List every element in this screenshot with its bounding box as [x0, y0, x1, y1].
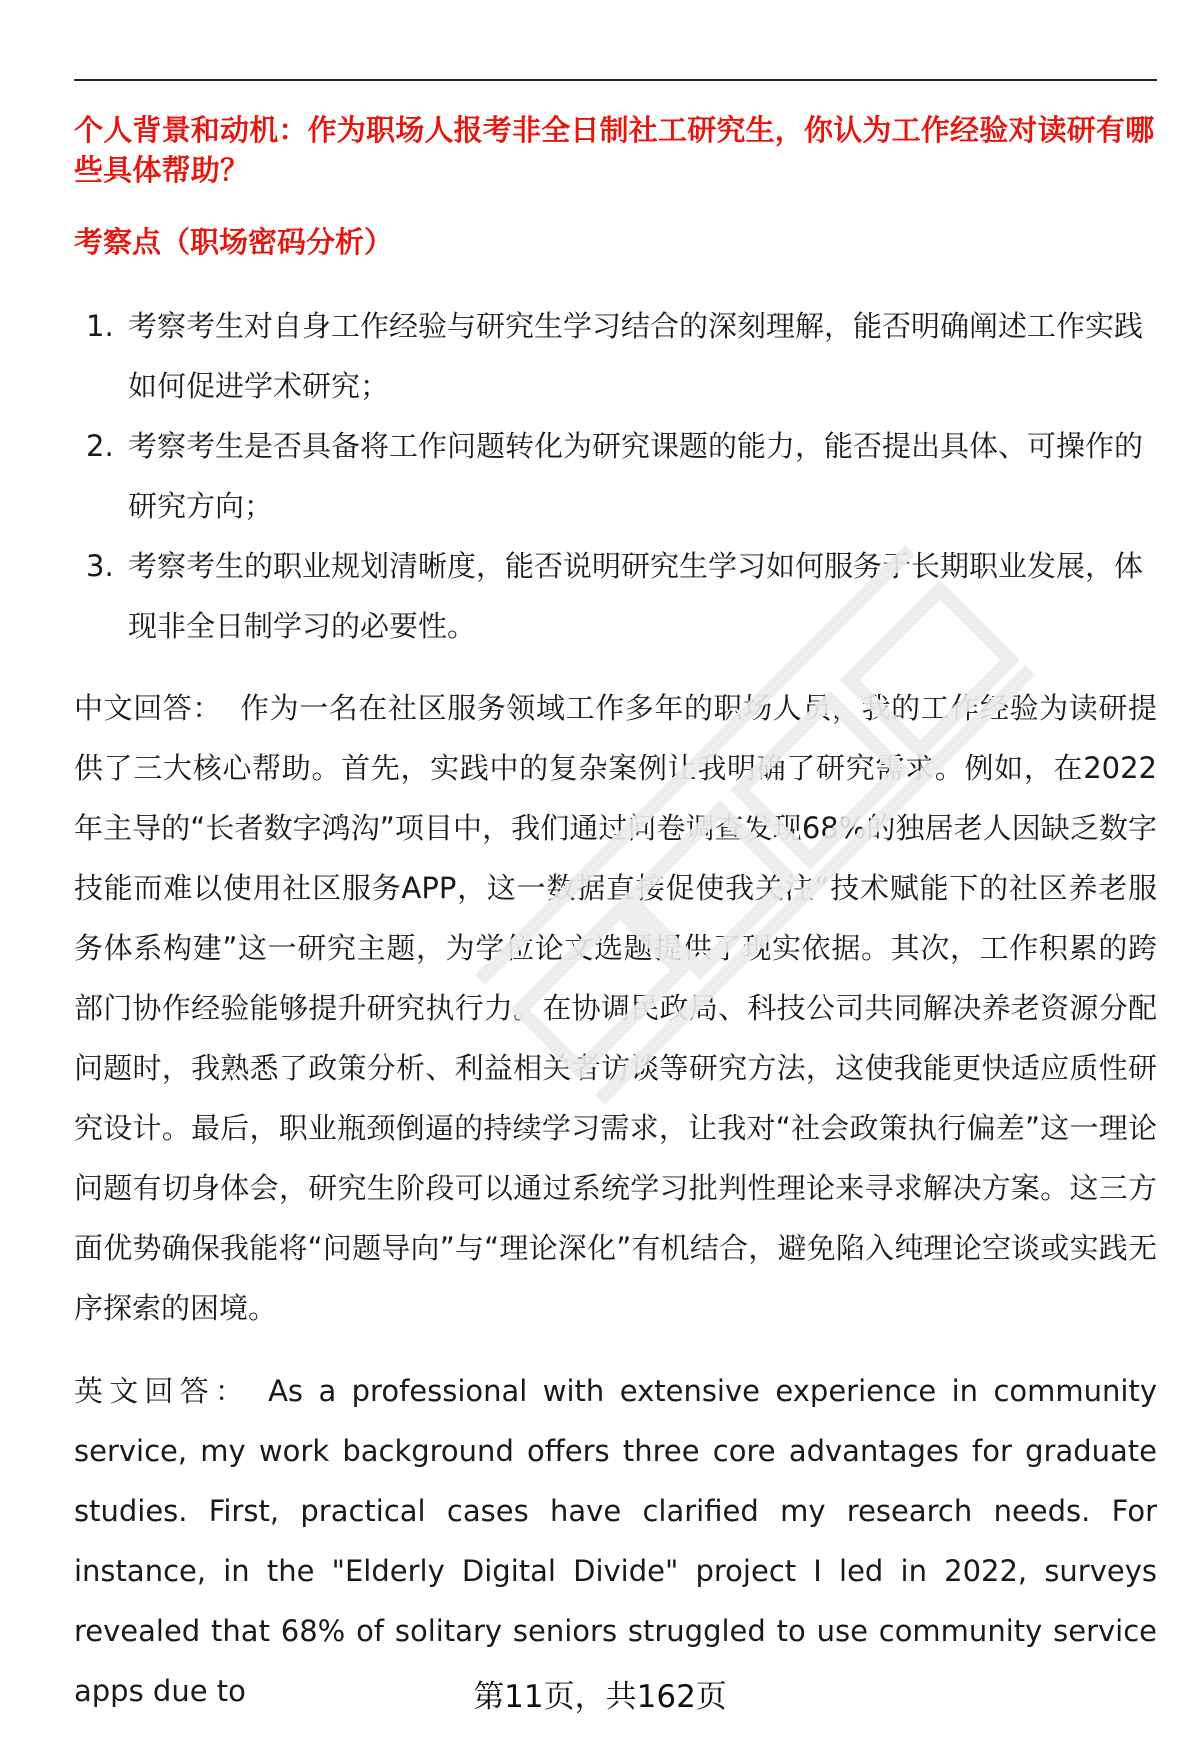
exam-point-number: 2. [86, 429, 114, 463]
document-page [74, 0, 1157, 1755]
exam-points-title: 考察点（职场密码分析） [74, 225, 394, 259]
exam-point-number: 3. [86, 549, 114, 583]
exam-point-number: 1. [86, 309, 114, 343]
english-answer-label: 英文回答： [74, 1374, 251, 1408]
chinese-answer [74, 678, 1157, 1338]
english-answer [74, 1361, 1157, 1721]
english-answer-text: As a professional with extensive experience in community service, my work background offers three core advantages for graduate studies. First, practical cases have clarified my research needs. For instance, in the "Elderly Digital Divide" project I led in 2022, surveys revealed that 68% of solitary seniors struggled to use community service apps due to [74, 1374, 1157, 1708]
page-footer: 第11页，共162页 [473, 1679, 727, 1715]
chinese-answer-text: 作为一名在社区服务领域工作多年的职场人员，我的工作经验为读研提供了三大核心帮助。首先，实践中的复杂案例让我明确了研究需求。例如，在2022年主导的“长者数字鸿沟”项目中，我们通过问卷调查发现68%的独居老人因缺乏数字技能而难以使用社区服务APP，这一数据直接促使我关注“技术赋能下的社区养老服务体系构建”这一研究主题，为学位论文选题提供了现实依据。其次，工作积累的跨部门协作经验能够提升研究执行力。在协调民政局、科技公司共同解决养老资源分配问题时，我熟悉了政策分析、利益相关者访谈等研究方法，这使我能更快适应质性研究设计。最后，职业瓶颈倒逼的持续学习需求，让我对“社会政策执行偏差”这一理论问题有切身体会，研究生阶段可以通过系统学习批判性理论来寻求解决方案。这三方面优势确保我能将“问题导向”与“理论深化”有机结合，避免陷入纯理论空谈或实践无序探索的困境。 [74, 691, 1157, 1325]
exam-point-item [74, 296, 1157, 416]
exam-point-item [74, 536, 1157, 656]
exam-point-item [74, 416, 1157, 536]
exam-points-list [74, 296, 1157, 656]
exam-point-text: 考察考生对自身工作经验与研究生学习结合的深刻理解，能否明确阐述工作实践如何促进学术研究； [128, 309, 1144, 403]
exam-point-text: 考察考生的职业规划清晰度，能否说明研究生学习如何服务于长期职业发展，体现非全日制学习的必要性。 [128, 549, 1144, 643]
exam-point-text: 考察考生是否具备将工作问题转化为研究课题的能力，能否提出具体、可操作的研究方向； [128, 429, 1144, 523]
chinese-answer-label: 中文回答： [74, 691, 222, 725]
top-divider [74, 79, 1157, 81]
question-heading: 个人背景和动机：作为职场人报考非全日制社工研究生，你认为工作经验对读研有哪些具体帮助？ [74, 113, 1155, 187]
